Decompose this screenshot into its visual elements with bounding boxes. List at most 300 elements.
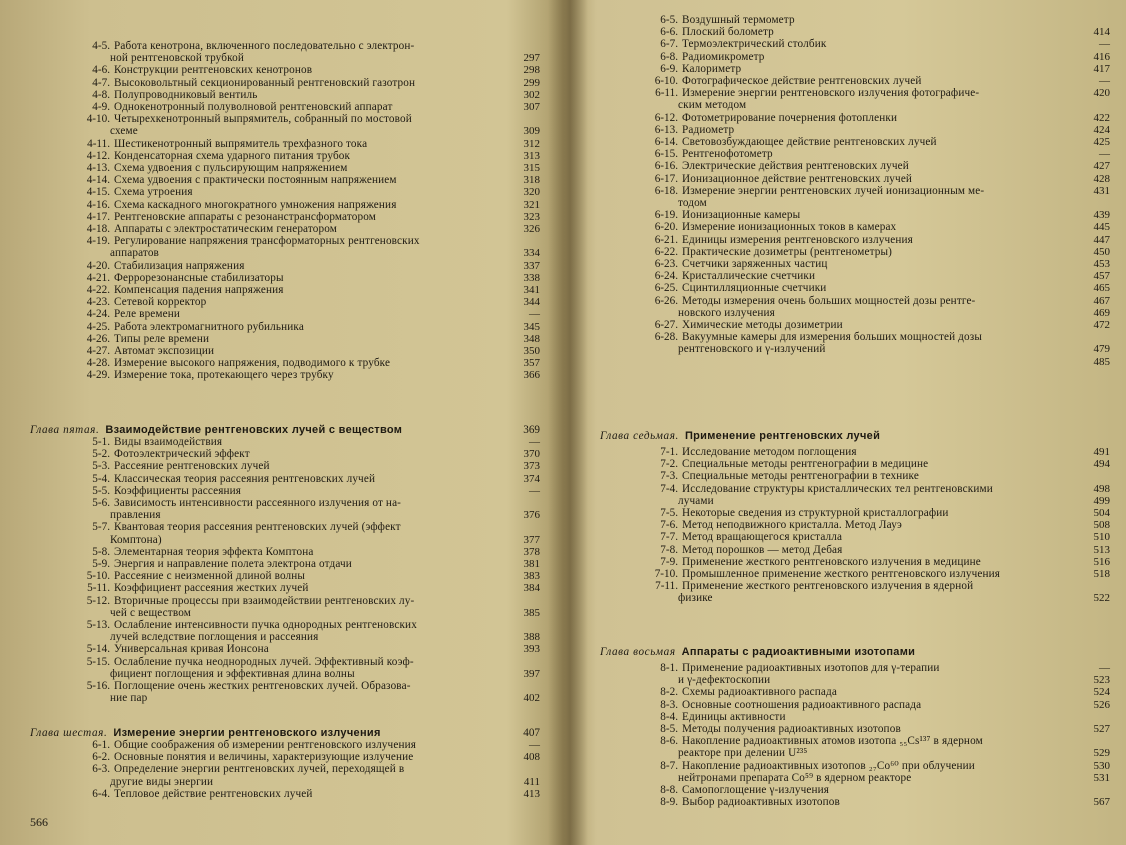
toc-entry-number: 8-8. <box>660 784 678 797</box>
toc-entry-number: 7-7. <box>660 531 678 544</box>
toc-entry <box>30 751 540 763</box>
toc-entry-title: Измерение энергии рентгеновских лучей ионизационным ме- <box>682 184 985 197</box>
toc-entry-number: 6-13. <box>654 123 678 136</box>
toc-entry-title: Вторичные процессы при взаимодействии рентгеновских лу- <box>114 594 415 607</box>
toc-entry-title: Коэффициент рассеяния жестких лучей <box>114 582 309 595</box>
toc-entry <box>30 308 540 320</box>
toc-entry-title: Определение энергии рентгеновских лучей, переходящей в <box>114 763 405 776</box>
toc-entry-number: 7-6. <box>660 519 678 532</box>
toc-entry-title: Воздушный термометр <box>682 14 795 26</box>
toc-entry-number: 6-2. <box>92 751 110 764</box>
toc-entry <box>600 495 1110 507</box>
toc-entry-title: Измерение ионизационных токов в камерах <box>682 221 897 234</box>
toc-entry <box>30 247 540 259</box>
toc-entry <box>600 458 1110 470</box>
toc-entry <box>600 711 1110 723</box>
chapter-title: Взаимодействие рентгеновских лучей с веществом <box>105 424 403 436</box>
toc-entry-title: ной рентгеновской трубкой <box>110 52 245 65</box>
toc-entry-title: Фотометрирование почернения фотопленки <box>682 111 898 124</box>
toc-entry <box>30 656 540 668</box>
toc-entry-title: Самопоглощение γ-излучения <box>682 784 830 797</box>
toc-entry-title: Регулирование напряжения трансформаторных рентгеновских <box>114 235 420 248</box>
toc-entry-title: Фотоэлектрический эффект <box>114 448 250 461</box>
toc-entry-number: 4-11. <box>87 137 110 150</box>
toc-entry <box>600 51 1110 63</box>
toc-entry-title: Вакуумные камеры для измерения больших мощностей дозы <box>682 331 982 344</box>
toc-entry-title: Накопление радиоактивных атомов изотопа ₅₅Cs¹³⁷ в ядерном <box>682 735 983 748</box>
toc-entry <box>30 113 540 125</box>
toc-entry-number: 4-21. <box>86 271 110 284</box>
toc-entry-title: Высоковольтный секционированный рентгеновский газотрон <box>114 76 416 89</box>
toc-entry-number: 5-13. <box>86 619 110 632</box>
toc-entry <box>600 209 1110 221</box>
toc-section-5 <box>30 436 540 704</box>
toc-entry-number: 7-9. <box>660 555 678 568</box>
toc-entry-number: 5-2. <box>92 448 110 461</box>
chapter-6-heading <box>30 727 540 739</box>
toc-entry-number: 6-11. <box>655 87 678 100</box>
toc-entry-title: Квантовая теория рассеяния рентгеновских лучей (эффект <box>114 521 401 534</box>
toc-entry <box>600 470 1110 482</box>
toc-entry <box>600 99 1110 111</box>
toc-entry-page: 334 <box>523 247 540 260</box>
toc-entry <box>30 272 540 284</box>
toc-entry-page: — <box>529 739 540 751</box>
toc-entry-page: 338 <box>523 271 540 284</box>
toc-entry-number: 4-6. <box>92 64 110 77</box>
toc-entry-number: 5-15. <box>86 655 110 668</box>
toc-entry <box>600 295 1110 307</box>
toc-entry-number: 4-25. <box>86 320 110 333</box>
toc-entry-page: 344 <box>523 296 540 309</box>
toc-entry-page: 383 <box>523 570 540 583</box>
toc-entry-page: 341 <box>523 284 540 297</box>
chapter-5-heading <box>30 424 540 436</box>
toc-entry-page: 326 <box>523 223 540 236</box>
toc-entry-page: 518 <box>1093 568 1110 581</box>
toc-entry <box>30 345 540 357</box>
toc-entry-title: Применение жесткого рентгеновского излучения в медицине <box>682 555 981 568</box>
toc-section-8 <box>600 662 1110 808</box>
toc-entry-page: 450 <box>1093 245 1110 258</box>
toc-entry <box>30 680 540 692</box>
toc-entry-title: тодом <box>678 197 707 210</box>
toc-entry-number: 5-4. <box>92 472 110 485</box>
toc-entry-title: аппаратов <box>110 247 159 260</box>
toc-entry-title: Рассеяние рентгеновских лучей <box>114 460 270 473</box>
toc-entry-title: Плоский болометр <box>682 26 774 39</box>
toc-entry-number: 4-15. <box>86 186 110 199</box>
chapter-label: Глава седьмая. <box>600 430 679 442</box>
toc-entry-title: и γ-дефектоскопии <box>678 674 771 687</box>
toc-entry-page: 427 <box>1093 160 1110 173</box>
toc-entry <box>30 125 540 137</box>
toc-entry-page: 498 <box>1093 482 1110 495</box>
toc-entry-page: — <box>529 308 540 321</box>
toc-entry <box>30 485 540 497</box>
toc-entry <box>600 735 1110 747</box>
toc-entry <box>30 619 540 631</box>
toc-entry-title: Калориметр <box>682 62 742 75</box>
toc-entry <box>30 260 540 272</box>
toc-entry <box>600 556 1110 568</box>
toc-entry-title: Рассеяние с неизменной длиной волны <box>114 570 306 583</box>
toc-entry <box>30 162 540 174</box>
toc-entry <box>30 235 540 247</box>
toc-entry-title: Применение радиоактивных изотопов для γ-терапии <box>682 662 940 674</box>
toc-entry <box>30 776 540 788</box>
toc-entry-title: Основные соотношения радиоактивного распада <box>682 698 922 711</box>
toc-entry-title: Ионизационное действие рентгеновских лучей <box>682 172 913 185</box>
toc-entry-page: 465 <box>1093 282 1110 295</box>
toc-entry-number: 5-16. <box>86 680 110 693</box>
toc-entry-number: 4-24. <box>86 308 110 321</box>
toc-entry-title: Применение жесткого рентгеновского излучения в ядерной <box>682 580 974 593</box>
toc-entry-number: 5-8. <box>92 545 110 558</box>
toc-entry <box>30 296 540 308</box>
toc-entry-page: 381 <box>523 558 540 571</box>
toc-entry-page: 357 <box>523 357 540 370</box>
toc-entry-page: 524 <box>1093 686 1110 699</box>
toc-entry-number: 6-6. <box>660 26 678 39</box>
toc-entry-page: 411 <box>523 775 540 788</box>
toc-entry-number: 6-24. <box>654 270 678 283</box>
toc-entry-page: 529 <box>1093 747 1110 760</box>
toc-entry-title: Комптона) <box>110 533 162 546</box>
toc-entry-page: 366 <box>523 369 540 382</box>
toc-entry-title: Аппараты с электростатическим генератором <box>114 223 338 236</box>
toc-entry-page: 445 <box>1093 221 1110 234</box>
toc-entry-page: 453 <box>1093 258 1110 271</box>
toc-entry-number: 6-7. <box>660 38 678 51</box>
toc-entry-page: 302 <box>523 88 540 101</box>
toc-entry-title: Рентгеновские аппараты с резонанстрансформатором <box>114 210 377 223</box>
toc-entry-page: 431 <box>1093 184 1110 197</box>
toc-entry <box>600 136 1110 148</box>
toc-entry-title: Ослабление интенсивности пучка однородных рентгеновских <box>114 619 417 632</box>
toc-entry-title: Схема каскадного многократного умножения напряжения <box>114 198 397 211</box>
toc-entry-title: Конструкции рентгеновских кенотронов <box>114 64 313 77</box>
toc-entry <box>600 258 1110 270</box>
toc-entry <box>600 592 1110 604</box>
toc-entry-number: 6-27. <box>654 319 678 332</box>
toc-entry <box>600 568 1110 580</box>
toc-entry-title: Зависимость интенсивности рассеянного излучения от на- <box>114 497 402 510</box>
toc-entry-title: Сцинтилляционные счетчики <box>682 282 827 295</box>
toc-entry-number: 8-4. <box>660 710 678 723</box>
toc-entry-title: новского излучения <box>678 306 775 319</box>
toc-entry-number: 4-20. <box>86 259 110 272</box>
toc-entry-title: другие виды энергии <box>110 775 214 788</box>
toc-entry <box>30 497 540 509</box>
toc-entry-title: схеме <box>110 125 138 138</box>
toc-entry-title: Энергия и направление полета электрона отдачи <box>114 558 352 571</box>
toc-entry-number: 6-28. <box>654 331 678 344</box>
toc-entry <box>30 89 540 101</box>
toc-entry <box>600 686 1110 698</box>
toc-entry <box>30 436 540 448</box>
toc-entry-number: 5-14. <box>86 643 110 656</box>
toc-entry <box>30 223 540 235</box>
toc-entry-page: 523 <box>1093 674 1110 687</box>
toc-entry <box>30 150 540 162</box>
toc-entry-title: Методы измерения очень больших мощностей дозы рентге- <box>682 294 976 307</box>
toc-entry-title: Полупроводниковый вентиль <box>114 88 258 101</box>
toc-entry-page: 385 <box>523 606 540 619</box>
toc-entry <box>600 784 1110 796</box>
toc-entry <box>600 343 1110 355</box>
right-page <box>600 0 1110 845</box>
toc-entry-page: 373 <box>523 460 540 473</box>
toc-entry-title: нейтронами препарата Co⁵⁹ в ядерном реакторе <box>678 771 912 784</box>
toc-entry-page: — <box>1099 662 1110 674</box>
toc-entry <box>600 331 1110 343</box>
toc-entry-title: Выбор радиоактивных изотопов <box>682 796 840 809</box>
toc-entry-number: 8-3. <box>660 698 678 711</box>
toc-entry-number: 8-9. <box>660 796 678 809</box>
toc-entry-title: Шестикенотронный выпрямитель трехфазного тока <box>114 137 368 150</box>
chapter-page: 407 <box>523 727 540 739</box>
toc-entry-number: 8-6. <box>660 735 678 748</box>
toc-entry-title: ским методом <box>678 99 747 112</box>
toc-entry <box>600 221 1110 233</box>
toc-entry-number: 7-5. <box>660 507 678 520</box>
toc-entry <box>600 112 1110 124</box>
toc-entry-page: 504 <box>1093 507 1110 520</box>
toc-entry-title: Виды взаимодействия <box>114 436 223 448</box>
toc-entry-page: 567 <box>1093 796 1110 809</box>
toc-entry-number: 4-8. <box>92 88 110 101</box>
toc-entry-page: 370 <box>523 448 540 461</box>
toc-entry-title: Метод вращающегося кристалла <box>682 531 843 544</box>
toc-entry-number: 6-25. <box>654 282 678 295</box>
toc-entry-page: 447 <box>1093 233 1110 246</box>
chapter-label: Глава пятая. <box>30 424 100 436</box>
toc-entry-title: Методы получения радиоактивных изотопов <box>682 723 901 736</box>
toc-entry-title: Химические методы дозиметрии <box>682 319 843 332</box>
toc-entry-page: 428 <box>1093 172 1110 185</box>
toc-entry-page: — <box>1099 148 1110 161</box>
toc-entry-title: Термоэлектрический столбик <box>682 38 827 51</box>
toc-entry-number: 4-10. <box>86 113 110 126</box>
toc-entry-number: 6-4. <box>92 787 110 800</box>
toc-entry <box>600 519 1110 531</box>
toc-entry-number: 5-11. <box>87 582 110 595</box>
toc-entry-page: 323 <box>523 210 540 223</box>
toc-entry <box>600 760 1110 772</box>
toc-section-4 <box>30 40 540 382</box>
toc-entry <box>30 763 540 775</box>
toc-entry-title: Однокенотронный полуволновой рентгеновский аппарат <box>114 101 393 114</box>
toc-entry <box>600 14 1110 26</box>
toc-entry-title: Специальные методы рентгенографии в медицине <box>682 458 929 471</box>
toc-entry-title: Метод неподвижного кристалла. Метод Лауэ <box>682 519 902 532</box>
toc-entry-title: Измерение энергии рентгеновского излучения фотографиче- <box>682 87 980 100</box>
toc-entry-title: Феррорезонансные стабилизаторы <box>114 271 284 284</box>
chapter-page: 369 <box>523 424 540 436</box>
toc-entry-title: Поглощение очень жестких рентгеновских лучей. Образова- <box>114 680 411 693</box>
toc-entry-title: Схема удвоения с практически постоянным напряжением <box>114 174 397 187</box>
toc-entry-title: Измерение высокого напряжения, подводимого к трубке <box>114 357 391 370</box>
toc-entry-number: 7-2. <box>660 458 678 471</box>
toc-section-7 <box>600 446 1110 605</box>
toc-entry <box>600 75 1110 87</box>
toc-entry <box>30 101 540 113</box>
toc-entry-page: 527 <box>1093 723 1110 736</box>
toc-entry-page: 299 <box>523 76 540 89</box>
toc-entry-number: 6-10. <box>654 75 678 88</box>
toc-entry-page: 312 <box>523 137 540 150</box>
toc-entry <box>600 772 1110 784</box>
toc-entry-title: Работа электромагнитного рубильника <box>114 320 304 333</box>
toc-entry <box>600 87 1110 99</box>
toc-entry-number: 4-16. <box>86 198 110 211</box>
toc-entry-number: 6-15. <box>654 148 678 161</box>
toc-entry <box>30 284 540 296</box>
toc-entry <box>30 64 540 76</box>
toc-entry-title: фициент поглощения и эффективная длина волны <box>110 667 355 680</box>
toc-entry <box>600 270 1110 282</box>
toc-entry-page: 393 <box>523 643 540 656</box>
toc-entry-title: Схема утроения <box>114 186 193 199</box>
toc-entry-title: Коэффициенты рассеяния <box>114 484 242 497</box>
toc-entry-page: 526 <box>1093 698 1110 711</box>
toc-entry-number: 8-1. <box>660 662 678 674</box>
toc-entry <box>30 546 540 558</box>
toc-entry <box>600 26 1110 38</box>
toc-entry <box>600 282 1110 294</box>
toc-entry-page: 318 <box>523 174 540 187</box>
toc-entry <box>30 668 540 680</box>
chapter-title: Измерение энергии рентгеновского излучения <box>113 727 381 739</box>
toc-entry-page: 345 <box>523 320 540 333</box>
toc-entry-number: 6-19. <box>654 209 678 222</box>
toc-entry-page: 408 <box>523 751 540 764</box>
toc-entry <box>30 357 540 369</box>
toc-entry-page: 530 <box>1093 759 1110 772</box>
toc-entry-number: 8-5. <box>660 723 678 736</box>
toc-entry-page: 402 <box>523 692 540 705</box>
toc-entry-number: 4-17. <box>86 210 110 223</box>
toc-entry-page: 424 <box>1093 123 1110 136</box>
toc-entry-page: — <box>1099 38 1110 51</box>
toc-entry-title: Накопление радиоактивных изотопов ₂₇Co⁶⁰ при облучении <box>682 759 975 772</box>
toc-entry <box>600 723 1110 735</box>
toc-entry-page: 531 <box>1093 771 1110 784</box>
toc-entry-number: 7-11. <box>655 580 678 593</box>
toc-entry <box>600 38 1110 50</box>
toc-entry-title: Счетчики заряженных частиц <box>682 258 828 271</box>
toc-entry-page: 307 <box>523 101 540 114</box>
toc-entry-title: Кристаллические счетчики <box>682 270 816 283</box>
toc-entry-title: Типы реле времени <box>114 332 210 345</box>
toc-entry-title: лучей вследствие поглощения и рассеяния <box>110 631 319 644</box>
toc-entry-number: 5-10. <box>86 570 110 583</box>
toc-entry-page: 378 <box>523 545 540 558</box>
toc-entry-page: 388 <box>523 631 540 644</box>
book-gutter <box>548 0 588 845</box>
toc-entry-page: 508 <box>1093 519 1110 532</box>
toc-entry-number: 6-8. <box>660 50 678 63</box>
toc-entry-number: 5-3. <box>92 460 110 473</box>
toc-entry-title: Сетевой корректор <box>114 296 207 309</box>
toc-entry-page: — <box>1099 75 1110 88</box>
toc-entry-page: 414 <box>1093 26 1110 39</box>
toc-entry-title: Единицы активности <box>682 710 786 723</box>
toc-entry-page: 348 <box>523 332 540 345</box>
toc-entry-number: 5-1. <box>92 436 110 448</box>
toc-entry-title: Стабилизация напряжения <box>114 259 245 272</box>
toc-entry-number: 7-4. <box>660 482 678 495</box>
toc-entry <box>30 534 540 546</box>
toc-entry-number: 4-7. <box>92 76 110 89</box>
toc-entry <box>600 124 1110 136</box>
toc-entry-number: 8-7. <box>660 759 678 772</box>
toc-entry-number: 6-21. <box>654 233 678 246</box>
toc-entry <box>30 509 540 521</box>
toc-entry-page: 494 <box>1093 458 1110 471</box>
toc-entry-page: 516 <box>1093 555 1110 568</box>
toc-entry <box>30 199 540 211</box>
toc-entry-number: 4-14. <box>86 174 110 187</box>
toc-entry-page: 350 <box>523 345 540 358</box>
toc-entry-number: 4-27. <box>86 345 110 358</box>
toc-entry-page: 313 <box>523 149 540 162</box>
toc-entry-number: 4-13. <box>86 162 110 175</box>
toc-entry-title: Основные понятия и величины, характеризующие излучение <box>114 751 414 764</box>
toc-entry-page: 377 <box>523 533 540 546</box>
toc-entry <box>30 52 540 64</box>
toc-entry-number: 6-18. <box>654 184 678 197</box>
toc-entry-number: 5-6. <box>92 497 110 510</box>
toc-entry-page: 309 <box>523 125 540 138</box>
toc-entry <box>30 473 540 485</box>
toc-entry <box>600 747 1110 759</box>
toc-entry-number: 6-14. <box>654 136 678 149</box>
toc-entry-page: 510 <box>1093 531 1110 544</box>
toc-entry-page: 422 <box>1093 111 1110 124</box>
toc-entry-number: 7-1. <box>660 446 678 458</box>
toc-entry <box>600 796 1110 808</box>
toc-entry <box>600 356 1110 368</box>
toc-entry-title: Исследование методом поглощения <box>682 446 857 458</box>
toc-entry <box>30 77 540 89</box>
toc-entry-page: 417 <box>1093 62 1110 75</box>
toc-entry-title: Некоторые сведения из структурной кристаллографии <box>682 507 949 520</box>
toc-entry-title: Радиомикрометр <box>682 50 765 63</box>
toc-entry-page: 384 <box>523 582 540 595</box>
toc-entry-title: Ослабление пучка неоднородных лучей. Эффективный коэф- <box>114 655 414 668</box>
toc-entry <box>30 607 540 619</box>
toc-entry <box>600 674 1110 686</box>
toc-entry-number: 6-23. <box>654 258 678 271</box>
toc-entry-number: 6-12. <box>654 111 678 124</box>
toc-entry-page: 315 <box>523 162 540 175</box>
toc-entry-page: 320 <box>523 186 540 199</box>
toc-entry-title: Схема удвоения с пульсирующим напряжением <box>114 162 348 175</box>
toc-entry <box>600 246 1110 258</box>
toc-entry-number: 4-9. <box>92 101 110 114</box>
toc-entry-page: 297 <box>523 52 540 65</box>
toc-entry-number: 5-5. <box>92 484 110 497</box>
toc-section-6 <box>30 739 540 800</box>
toc-entry <box>30 174 540 186</box>
toc-entry <box>600 580 1110 592</box>
toc-entry-number: 6-3. <box>92 763 110 776</box>
toc-entry <box>30 595 540 607</box>
toc-entry-title: Специальные методы рентгенографии в технике <box>682 470 919 483</box>
toc-entry-number: 6-20. <box>654 221 678 234</box>
